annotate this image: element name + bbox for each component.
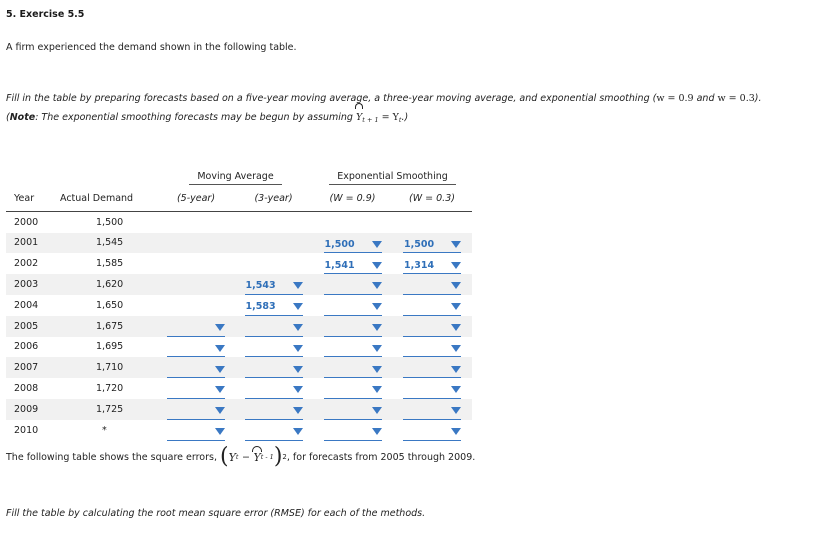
forecast-dropdown-ma3[interactable] (245, 300, 303, 316)
forecast-dropdown-es3[interactable] (403, 383, 461, 399)
col-actual-demand: Actual Demand (56, 187, 158, 212)
forecast-cell-ma5 (158, 420, 234, 441)
forecast-cell-es3 (392, 378, 472, 399)
dropdown-value: 1,541 (324, 259, 355, 271)
dropdown-arrow-icon (372, 262, 382, 269)
dropdown-arrow-icon (372, 345, 382, 352)
forecast-dropdown-ma3[interactable] (245, 341, 303, 357)
forecast-dropdown-es3[interactable] (403, 237, 461, 253)
dropdown-arrow-icon (293, 324, 303, 331)
forecast-cell-ma3 (234, 420, 313, 441)
forecast-cell-es9 (313, 337, 392, 358)
forecast-cell-ma3 (234, 399, 313, 420)
demand-cell: 1,720 (96, 383, 124, 395)
forecast-cell-ma5 (158, 253, 234, 274)
demand-cell: * (102, 424, 107, 436)
table-row (6, 233, 472, 254)
dropdown-arrow-icon (215, 366, 225, 373)
dropdown-arrow-icon (293, 282, 303, 289)
y-hat-symbol-2: Y (253, 450, 261, 464)
forecast-dropdown-ma5[interactable] (167, 321, 225, 337)
forecast-cell-ma5 (158, 316, 234, 337)
year-cell: 2009 (6, 399, 56, 420)
demand-cell: 1,695 (96, 341, 124, 353)
exercise-heading: 5. Exercise 5.5 (6, 9, 85, 20)
demand-cell: 1,545 (56, 233, 158, 254)
dropdown-arrow-icon (451, 407, 461, 414)
group-moving-average: Moving Average (158, 164, 313, 187)
demand-cell: 1,500 (96, 216, 124, 228)
forecast-dropdown-ma5[interactable] (167, 362, 225, 378)
dropdown-value: 1,543 (245, 280, 276, 292)
col-5-year: (5-year) (158, 187, 234, 212)
year-cell: 2005 (6, 316, 56, 337)
dropdown-arrow-icon (215, 407, 225, 414)
dropdown-arrow-icon (451, 282, 461, 289)
table-row (6, 420, 472, 441)
dropdown-arrow-icon (451, 428, 461, 435)
forecast-cell-ma5 (158, 337, 234, 358)
forecast-dropdown-es9[interactable] (324, 321, 382, 337)
forecast-dropdown-es3[interactable] (403, 425, 461, 441)
forecast-cell-ma5 (158, 274, 234, 295)
year-cell: 2010 (14, 424, 39, 436)
dropdown-arrow-icon (215, 324, 225, 331)
forecast-dropdown-ma5[interactable] (167, 404, 225, 420)
forecast-cell-es3 (392, 399, 472, 420)
col-year: Year (6, 187, 56, 212)
year-cell: 2000 (14, 216, 39, 228)
col-w-09: (W = 0.9) (313, 187, 392, 212)
forecast-dropdown-ma3[interactable] (245, 362, 303, 378)
forecast-dropdown-es3[interactable] (403, 362, 461, 378)
dropdown-arrow-icon (451, 303, 461, 310)
year-cell: 2001 (6, 233, 56, 254)
forecast-cell-ma3 (234, 337, 313, 358)
col-w-03: (W = 0.3) (392, 187, 472, 212)
forecast-dropdown-es3[interactable] (403, 279, 461, 295)
dropdown-arrow-icon (293, 345, 303, 352)
dropdown-arrow-icon (372, 282, 382, 289)
forecast-cell-es3 (392, 233, 472, 254)
forecast-cell-ma3 (234, 295, 313, 316)
forecast-cell-es9 (313, 295, 392, 316)
forecast-dropdown-es9[interactable] (324, 300, 382, 316)
forecast-cell-ma3 (234, 233, 313, 254)
dropdown-arrow-icon (293, 386, 303, 393)
forecast-dropdown-es9[interactable] (324, 279, 382, 295)
dropdown-arrow-icon (451, 366, 461, 373)
demand-cell: 1,710 (56, 357, 158, 378)
forecast-dropdown-ma5[interactable] (167, 383, 225, 399)
dropdown-value: 1,500 (404, 238, 435, 250)
demand-cell: 1,650 (96, 299, 124, 311)
dropdown-arrow-icon (451, 386, 461, 393)
table-row (6, 211, 472, 232)
dropdown-arrow-icon (451, 345, 461, 352)
note-label: Note (9, 112, 36, 123)
forecast-cell-es3 (392, 316, 472, 337)
forecast-dropdown-es9[interactable] (324, 258, 382, 274)
forecast-dropdown-es9[interactable] (324, 383, 382, 399)
table-row (6, 295, 472, 316)
forecast-dropdown-es9[interactable] (324, 425, 382, 441)
intro-text: A firm experienced the demand shown in the following table. (6, 42, 297, 53)
table-row (6, 357, 472, 378)
demand-forecast-table (6, 164, 472, 441)
forecast-cell-ma3 (234, 211, 313, 232)
dropdown-arrow-icon (293, 407, 303, 414)
forecast-cell-ma5 (158, 399, 234, 420)
forecast-cell-ma5 (158, 357, 234, 378)
dropdown-arrow-icon (372, 428, 382, 435)
dropdown-arrow-icon (451, 324, 461, 331)
forecast-dropdown-es9[interactable] (324, 404, 382, 420)
forecast-dropdown-es9[interactable] (324, 341, 382, 357)
forecast-dropdown-es9[interactable] (324, 237, 382, 253)
table-row (6, 337, 472, 358)
forecast-cell-es9 (313, 420, 392, 441)
year-cell: 2007 (6, 357, 56, 378)
forecast-cell-es3 (392, 211, 472, 232)
forecast-cell-ma3 (234, 357, 313, 378)
forecast-cell-es3 (392, 274, 472, 295)
forecast-dropdown-ma3[interactable] (245, 279, 303, 295)
dropdown-arrow-icon (451, 241, 461, 248)
forecast-dropdown-es3[interactable] (403, 258, 461, 274)
table-row (6, 274, 472, 295)
table-row (6, 316, 472, 337)
forecast-cell-ma5 (158, 211, 234, 232)
dropdown-arrow-icon (215, 345, 225, 352)
forecast-cell-es9 (313, 357, 392, 378)
dropdown-arrow-icon (293, 366, 303, 373)
year-cell: 2006 (14, 341, 39, 353)
forecast-cell-es3 (392, 295, 472, 316)
year-cell: 2002 (14, 258, 39, 270)
forecast-dropdown-es3[interactable] (403, 300, 461, 316)
table-row (6, 378, 472, 399)
forecast-dropdown-ma3[interactable] (245, 321, 303, 337)
table-row (6, 399, 472, 420)
dropdown-value: 1,583 (245, 301, 276, 313)
demand-cell: 1,675 (56, 316, 158, 337)
demand-cell: 1,725 (56, 399, 158, 420)
forecast-cell-ma3 (234, 316, 313, 337)
dropdown-value: 1,500 (324, 238, 355, 250)
square-errors-text: The following table shows the square errors, ( Y t − Y t - 1 ) 2 , for forecasts from 2005 through 2009. (6, 444, 476, 469)
forecast-cell-ma3 (234, 274, 313, 295)
dropdown-arrow-icon (293, 303, 303, 310)
year-cell: 2004 (14, 299, 39, 311)
table-row (6, 253, 472, 274)
dropdown-arrow-icon (372, 303, 382, 310)
dropdown-arrow-icon (372, 386, 382, 393)
forecast-dropdown-ma5[interactable] (167, 425, 225, 441)
year-cell: 2008 (14, 383, 39, 395)
forecast-cell-ma5 (158, 378, 234, 399)
forecast-dropdown-ma3[interactable] (245, 404, 303, 420)
forecast-cell-es3 (392, 357, 472, 378)
forecast-cell-es9 (313, 316, 392, 337)
forecast-dropdown-ma3[interactable] (245, 383, 303, 399)
forecast-dropdown-es9[interactable] (324, 362, 382, 378)
dropdown-arrow-icon (372, 407, 382, 414)
dropdown-arrow-icon (215, 386, 225, 393)
dropdown-arrow-icon (372, 241, 382, 248)
forecast-cell-es9 (313, 378, 392, 399)
dropdown-arrow-icon (372, 366, 382, 373)
forecast-cell-ma3 (234, 378, 313, 399)
forecast-dropdown-es3[interactable] (403, 321, 461, 337)
forecast-dropdown-es3[interactable] (403, 341, 461, 357)
group-exponential-smoothing: Exponential Smoothing (313, 164, 472, 187)
dropdown-arrow-icon (372, 324, 382, 331)
forecast-cell-ma5 (158, 295, 234, 316)
forecast-cell-ma3 (234, 253, 313, 274)
forecast-dropdown-ma3[interactable] (245, 425, 303, 441)
dropdown-arrow-icon (215, 428, 225, 435)
forecast-cell-es3 (392, 253, 472, 274)
dropdown-value: 1,314 (404, 259, 435, 271)
forecast-cell-ma5 (158, 233, 234, 254)
forecast-dropdown-es3[interactable] (403, 404, 461, 420)
rmse-instruction: Fill the table by calculating the root mean square error (RMSE) for each of the methods. (6, 508, 426, 519)
col-3-year: (3-year) (234, 187, 313, 212)
dropdown-arrow-icon (293, 428, 303, 435)
demand-cell: 1,620 (56, 274, 158, 295)
forecast-cell-es9 (313, 399, 392, 420)
forecast-dropdown-ma5[interactable] (167, 341, 225, 357)
instructions: Fill in the table by preparing forecasts based on a five-year moving average, a three-year moving average, and exponential smoothing (w = 0.9 and w = 0.3). (Note: The exponential smoothing forecasts may be begun by assuming $Y_{t + 1} = Y_t$.) (6, 89, 776, 130)
forecast-cell-es3 (392, 337, 472, 358)
forecast-cell-es3 (392, 420, 472, 441)
forecast-cell-es9 (313, 274, 392, 295)
forecast-cell-es9 (313, 233, 392, 254)
year-cell: 2003 (6, 274, 56, 295)
dropdown-arrow-icon (451, 262, 461, 269)
forecast-cell-es9 (313, 211, 392, 232)
demand-cell: 1,585 (96, 258, 124, 270)
y-hat-symbol: Y (356, 108, 362, 127)
forecast-cell-es9 (313, 253, 392, 274)
